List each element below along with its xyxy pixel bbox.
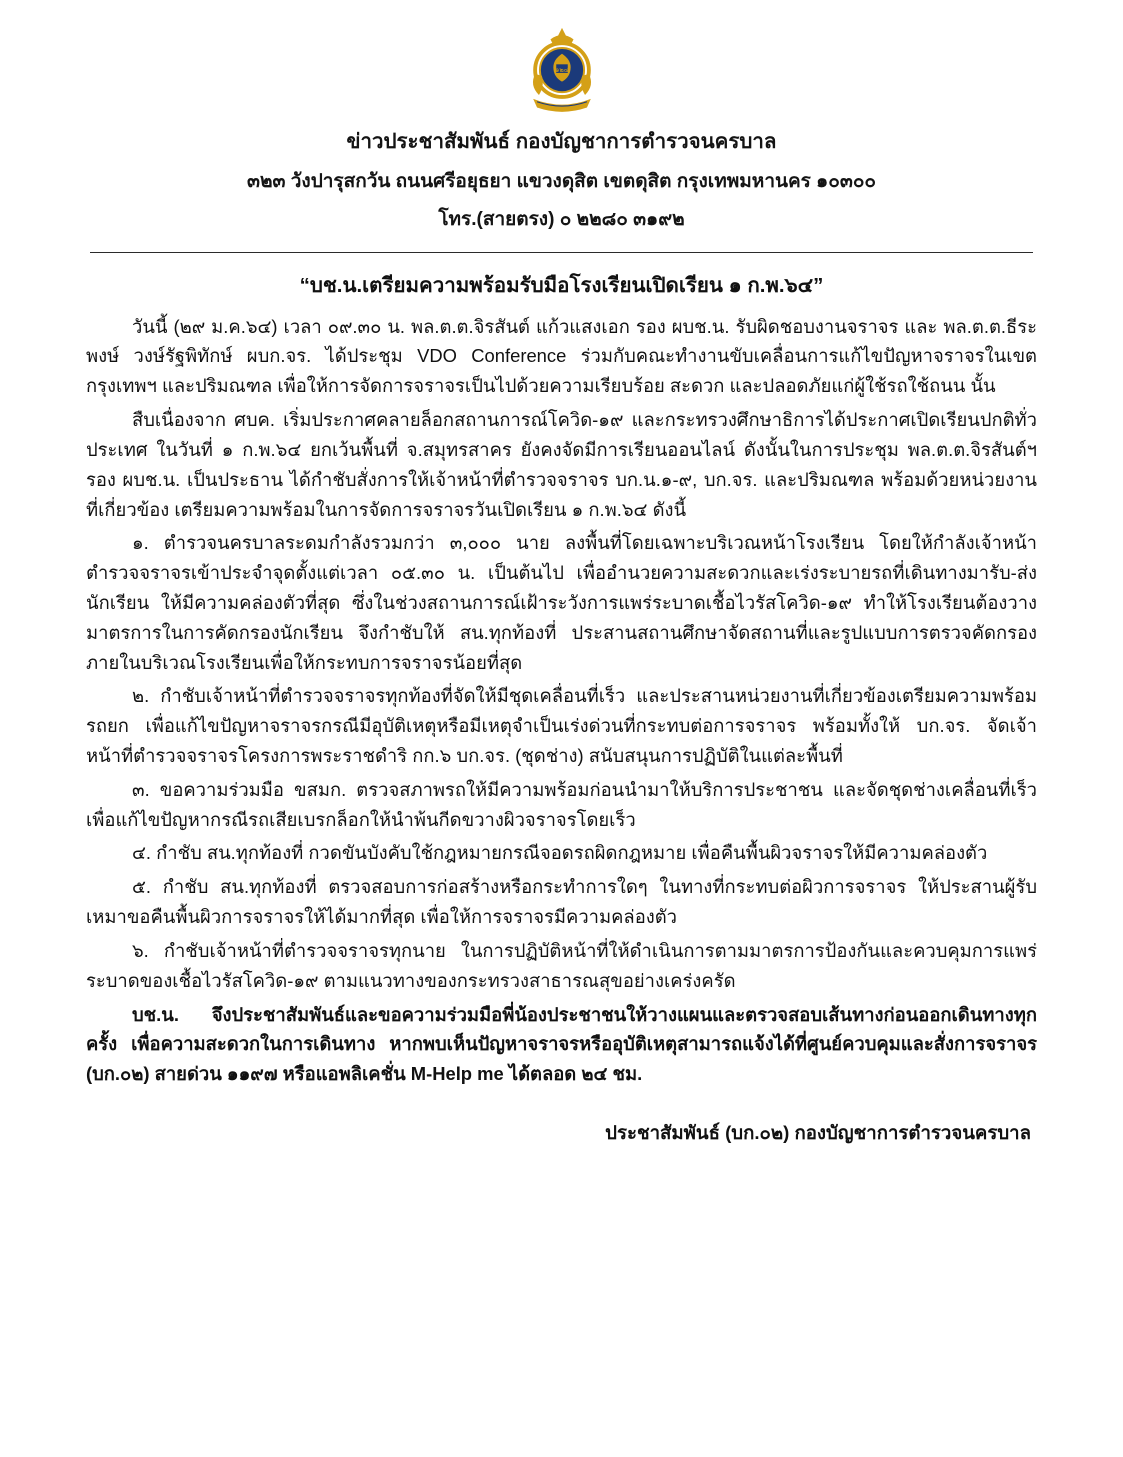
royal-police-emblem-icon — [514, 24, 610, 120]
paragraph-item-5: ๕. กำชับ สน.ทุกท้องที่ ตรวจสอบการก่อสร้างหรือกระทำการใดๆ ในทางที่กระทบต่อผิวการจราจร ให้ประสานผู้รับเหมาขอคืนพื้นผิวการจราจรให้ได้มากที่สุด เพื่อให้การจราจรมีความคล่องตัว — [86, 876, 1037, 928]
organization-address: ๓๒๓ วังปารุสกวัน ถนนศรีอยุธยา แขวงดุสิต เขตดุสิต กรุงเทพมหานคร ๑๐๓๐๐ — [246, 170, 877, 192]
svg-text:๑๒๔: ๑๒๔ — [554, 66, 569, 74]
organization-name: ข่าวประชาสัมพันธ์ กองบัญชาการตำรวจนครบาล — [346, 130, 777, 153]
organization-phone: โทร.(สายตรง) ๐ ๒๒๘๐ ๓๑๙๒ — [438, 209, 685, 231]
document-title: “บช.น.เตรียมความพร้อมรับมือโรงเรียนเปิดเรียน ๑ ก.พ.๖๔” — [299, 273, 824, 297]
paragraph-2: สืบเนื่องจาก ศบค. เริ่มประกาศคลายล็อกสถานการณ์โควิด-๑๙ และกระทรวงศึกษาธิการได้ประกาศเปิดเรียนปกติทั่วประเทศ ในวันที่ ๑ ก.พ.๖๔ ยกเว้นพื้นที่ จ.สมุทรสาคร ยังคงจัดมีการเรียนออนไลน์ ดังนั้นในการประชุม พล.ต.ต.จิรสันต์ฯ รอง ผบช.น. เป็นประธาน ได้กำชับสั่งการให้เจ้าหน้าที่ตำรวจจราจร บก.น.๑-๙, บก.จร. และปริมณฑล พร้อมด้วยหน่วยงานที่เกี่ยวข้อง เตรียมความพร้อมในการจัดการจราจรวันเปิดเรียน ๑ ก.พ.๖๔ ดังนี้ — [86, 409, 1037, 520]
paragraph-1: วันนี้ (๒๙ ม.ค.๖๔) เวลา ๐๙.๓๐ น. พล.ต.ต.จิรสันต์ แก้วแสงเอก รอง ผบช.น. รับผิดชอบงานจราจร และ พล.ต.ต.ธีระพงษ์ วงษ์รัฐพิทักษ์ ผบก.จร. ได้ประชุม VDO Conference ร่วมกับคณะทำงานขับเคลื่อนการแก้ไขปัญหาจราจรในเขตกรุงเทพฯ และปริมณฑล เพื่อให้การจัดการจราจรเป็นไปด้วยความเรียบร้อย สะดวก และปลอดภัยแก่ผู้ใช้รถใช้ถนน นั้น — [86, 315, 1037, 397]
paragraph-item-6: ๖. กำชับเจ้าหน้าที่ตำรวจจราจรทุกนาย ในการปฏิบัติหน้าที่ให้ดำเนินการตามมาตรการป้องกันและควบคุมการแพร่ระบาดของเชื้อไวรัสโควิด-๑๙ ตามแนวทางของกระทรวงสาธารณสุขอย่างเคร่งครัด — [86, 939, 1037, 991]
paragraph-item-4: ๔. กำชับ สน.ทุกท้องที่ กวดขันบังคับใช้กฎหมายกรณีจอดรถผิดกฎหมาย เพื่อคืนพื้นผิวจราจรให้มีความคล่องตัว — [132, 842, 988, 864]
paragraph-closing: บช.น. จึงประชาสัมพันธ์และขอความร่วมมือพี่น้องประชาชนให้วางแผนและตรวจสอบเส้นทางก่อนออกเดินทางทุกครั้ง เพื่อความสะดวกในการเดินทาง หากพบเห็นปัญหาจราจรหรืออุบัติเหตุสามารถแจ้งได้ที่ศูนย์ควบคุมและสั่งการจราจร (บก.๐๒) สายด่วน ๑๑๙๗ หรือแอพลิเคชั่น M-Help me ได้ตลอด ๒๔ ชม. — [86, 1003, 1037, 1085]
paragraph-item-3: ๓. ขอความร่วมมือ ขสมก. ตรวจสภาพรถให้มีความพร้อมก่อนนำมาให้บริการประชาชน และจัดชุดช่างเคลื่อนที่เร็วเพื่อแก้ไขปัญหากรณีรถเสียเบรกล็อกให้นำพ้นกีดขวางผิวจราจรโดยเร็ว — [86, 778, 1037, 830]
letterhead — [86, 126, 1037, 235]
emblem-container — [86, 24, 1037, 120]
header-divider — [90, 252, 1033, 253]
paragraph-item-2: ๒. กำชับเจ้าหน้าที่ตำรวจจราจรทุกท้องที่จัดให้มีชุดเคลื่อนที่เร็ว และประสานหน่วยงานที่เกี่ยวข้องเตรียมความพร้อมรถยก เพื่อแก้ไขปัญหาจราจรกรณีมีอุบัติเหตุหรือมีเหตุจำเป็นเร่งด่วนที่กระทบต่อการจราจร พร้อมทั้งให้ บก.จร. จัดเจ้าหน้าที่ตำรวจจราจรโครงการพระราชดำริ กก.๖ บก.จร. (ชุดช่าง) สนับสนุนการปฏิบัติในแต่ละพื้นที่ — [86, 685, 1037, 767]
paragraph-item-1: ๑. ตำรวจนครบาลระดมกำลังรวมกว่า ๓,๐๐๐ นาย ลงพื้นที่โดยเฉพาะบริเวณหน้าโรงเรียน โดยให้กำลังเจ้าหน้าตำรวจจราจรเข้าประจำจุดตั้งแต่เวลา ๐๕.๓๐ น. เป็นต้นไป เพื่ออำนวยความสะดวกและเร่งระบายรถที่เดินทางมารับ-ส่ง นักเรียน ให้มีความคล่องตัวที่สุด ซึ่งในช่วงสถานการณ์เฝ้าระวังการแพร่ระบาดเชื้อไวรัสโควิด-๑๙ ทำให้โรงเรียนต้องวางมาตรการในการคัดกรองนักเรียน จึงกำชับให้ สน.ทุกท้องที่ ประสานสถานศึกษาจัดสถานที่และรูปแบบการตรวจคัดกรองภายในบริเวณโรงเรียนเพื่อให้กระทบการจราจรน้อยที่สุด — [86, 532, 1037, 673]
signature-line: ประชาสัมพันธ์ (บก.๐๒) กองบัญชาการตำรวจนครบาล — [605, 1121, 1031, 1143]
